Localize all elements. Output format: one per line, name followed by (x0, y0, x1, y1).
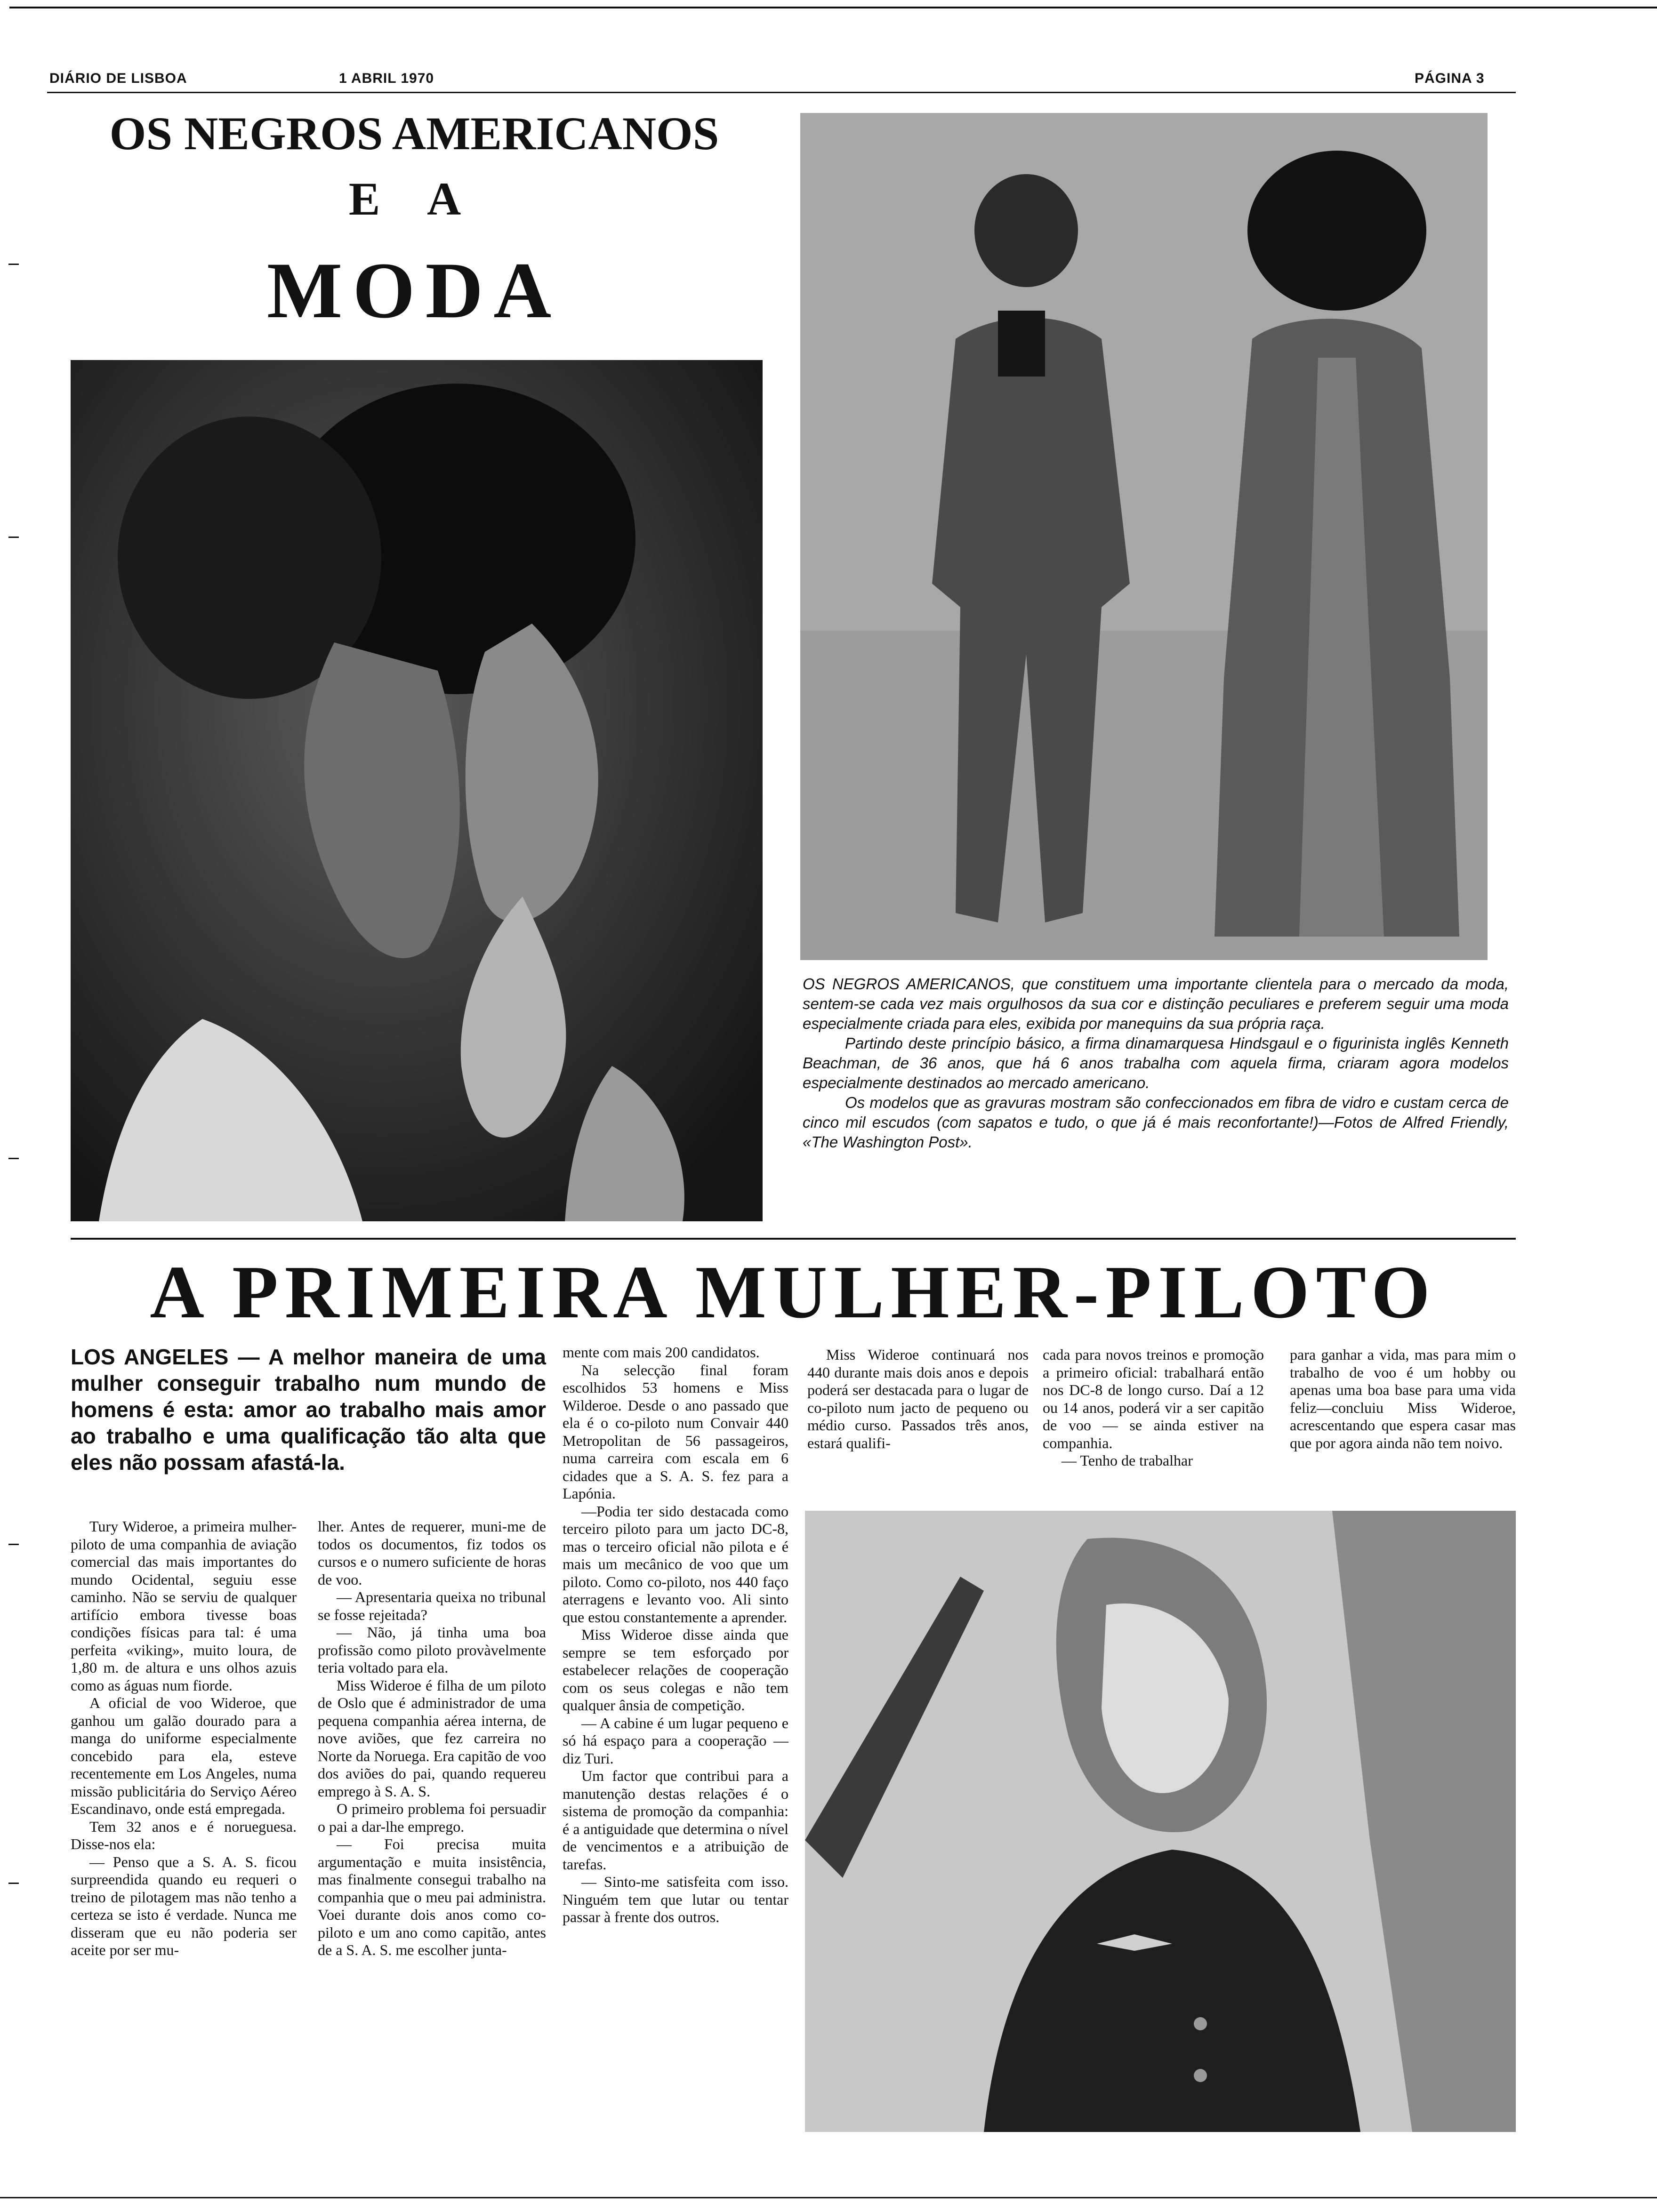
bottom-edge-rule (0, 2197, 1657, 2198)
margin-mark (8, 1544, 19, 1545)
caption-paragraph: Os modelos que as gravuras mostram são confeccionados em fibra de vidro e custam cerca de cinco mil escudos (com sapatos e tudo, o que já é mais reconfortante!)—Fotos de Alfred Friendly, «The Washington Post». (803, 1094, 1509, 1151)
newspaper-name: DIÁRIO DE LISBOA (49, 71, 187, 86)
article-paragraph: Miss Wideroe é filha de um piloto de Oslo que é administrador de uma pequena companhia aérea interna, de nove aviões, que fez carreira no Norte da Noruega. Era capitão de voo dos aviões do pai, quando requereu emprego à S. A. S. (318, 1676, 546, 1800)
article-paragraph: —Podia ter sido destacada como terceiro piloto para um jacto DC-8, mas o terceiro oficial não pilota e é mais um mecânico de voo que um piloto. Como co-piloto, nos 440 faço aterragens e levanto voo. Ali sinto que estou constantemente a aprender. (563, 1502, 788, 1626)
pilot-portrait-photo (805, 1511, 1516, 2132)
top-edge-rule (9, 7, 1657, 8)
section-divider (71, 1238, 1516, 1240)
header-rule (47, 92, 1516, 93)
article-column-2 (318, 1518, 546, 1959)
article-paragraph: O primeiro problema foi persuadir o pai a dar-lhe emprego. (318, 1800, 546, 1835)
article-paragraph: — Apresentaria queixa no tribunal se fosse rejeitada? (318, 1588, 546, 1623)
caption-paragraph: Partindo deste princípio básico, a firma dinamarquesa Hindsgaul e o figurinista inglês Kenneth Beachman, de 36 anos, que há 6 anos trabalha com aquela firma, criaram agora modelos especialmente destinados ao mercado americano. (803, 1034, 1509, 1091)
fashion-title-line2: E A (348, 173, 480, 225)
article-column-3 (563, 1344, 788, 1926)
margin-mark (8, 264, 19, 265)
article-paragraph: — Tenho de trabalhar (1062, 1452, 1193, 1469)
article-paragraph: — A cabine é um lugar pequeno e só há espaço para a cooperação — diz Turi. (563, 1714, 788, 1767)
article-column-5 (1043, 1346, 1264, 1470)
article-column-4 (807, 1346, 1029, 1452)
article-paragraph: — Penso que a S. A. S. ficou surpreendida quando eu requeri o treino de pilotagem mas não tenho a certeza se isto é verdade. Nunca me disseram que eu não poderia ser aceite por ser mu- (71, 1853, 297, 1958)
article-paragraph: Tury Wideroe, a primeira mulher-piloto de uma companhia de aviação comercial das mais importantes do mundo Ocidental, seguiu esse caminho. Não se serviu de qualquer artifício embora tivesse boas condições físicas para tal: é uma perfeita «viking», muito loura, de 1,80 m. de altura e uns olhos azuis como as águas num fiorde. (71, 1518, 297, 1694)
caption-paragraph: OS NEGROS AMERICANOS, que constituem uma importante clientela para o mercado da moda, sentem-se cada vez mais orgulhosos da sua cor e distinção peculiares e preferem seguir uma moda especialmente criada para eles, exibida por manequins da sua própria raça. (803, 975, 1509, 1032)
article-column-6 (1290, 1346, 1516, 1452)
article-paragraph: Um factor que contribui para a manutenção destas relações é o sistema de promoção da companhia: é a antiguidade que determina o nível de vencimentos e a atribuição de tarefas. (563, 1767, 788, 1873)
page-number: PÁGINA 3 (1415, 71, 1485, 86)
article-paragraph: — Foi precisa muita argumentação e muita insistência, mas finalmente consegui trabalho na companhia que o meu pai administra. Voei durante dois anos como co-piloto e um ano como capitão, antes de a S. A. S. me escolher junta- (318, 1835, 546, 1958)
article-paragraph: para ganhar a vida, mas para mim o trabalho de voo é um hobby ou apenas uma boa base para uma vida feliz—concluiu Miss Wideroe, acrescentando que espera casar mas que por agora ainda não tem noivo. (1290, 1346, 1516, 1451)
article-paragraph: Na selecção final foram escolhidos 53 homens e Miss Wilderoe. Desde o ano passado que ela é o co-piloto num Convair 440 Metropolitan de 56 passageiros, numa carreira com escala em 6 cidades que a S. A. S. fez para a Lapónia. (563, 1361, 788, 1502)
article-paragraph: Miss Wideroe disse ainda que sempre se tem esforçado por estabelecer relações de cooperação com os seus colegas e não tem qualquer ânsia de competição. (563, 1626, 788, 1714)
article-column-1 (71, 1518, 297, 1959)
article-paragraph: cada para novos treinos e promoção a primeiro oficial: trabalhará então nos DC-8 de longo curso. Daí a 12 ou 14 anos, poderá vir a ser capitão de voo — se ainda estiver na companhia. (1043, 1346, 1264, 1451)
standing-mannequins-photo (800, 113, 1488, 960)
pilot-lead: LOS ANGELES — A melhor maneira de uma mulher conseguir trabalho num mundo de homens é esta: amor ao trabalho mais amor ao trabalho e uma qualificação tão alta que eles não possam afastá-la. (71, 1345, 546, 1475)
article-paragraph: — Não, já tinha uma boa profissão como piloto provàvelmente teria voltado para ela. (318, 1624, 546, 1676)
margin-mark (8, 1158, 19, 1159)
article-paragraph: lher. Antes de requerer, muni-me de todos os documentos, fiz todos os cursos e o numero suficiente de horas de voo. (318, 1518, 546, 1588)
issue-date: 1 ABRIL 1970 (339, 71, 434, 86)
mannequin-heads-photo (71, 360, 763, 1221)
photo-caption (803, 974, 1509, 1152)
article-paragraph: A oficial de voo Wideroe, que ganhou um galão dourado para a manga do uniforme especialmente concebido para ela, esteve recentemente em Los Angeles, numa missão publicitária do Serviço Aéreo Escandinavo, onde está empregada. (71, 1694, 297, 1817)
article-paragraph: mente com mais 200 candidatos. (563, 1344, 760, 1361)
fashion-title-line3: MODA (266, 246, 562, 335)
article-paragraph: Tem 32 anos e é norueguesa. Disse-nos ela: (71, 1818, 297, 1852)
article-paragraph: — Sinto-me satisfeita com isso. Ninguém tem que lutar ou tentar passar à frente dos outros. (563, 1873, 788, 1925)
margin-mark (8, 537, 19, 538)
margin-mark (8, 1883, 19, 1884)
fashion-title-line1: OS NEGROS AMERICANOS (109, 107, 719, 160)
pilot-headline: A PRIMEIRA MULHER-PILOTO (150, 1250, 1437, 1334)
article-paragraph: Miss Wideroe continuará nos 440 durante mais dois anos e depois poderá ser destacada para o lugar de co-piloto num jacto de pequeno ou médio curso. Passados três anos, estará qualifi- (807, 1346, 1029, 1451)
